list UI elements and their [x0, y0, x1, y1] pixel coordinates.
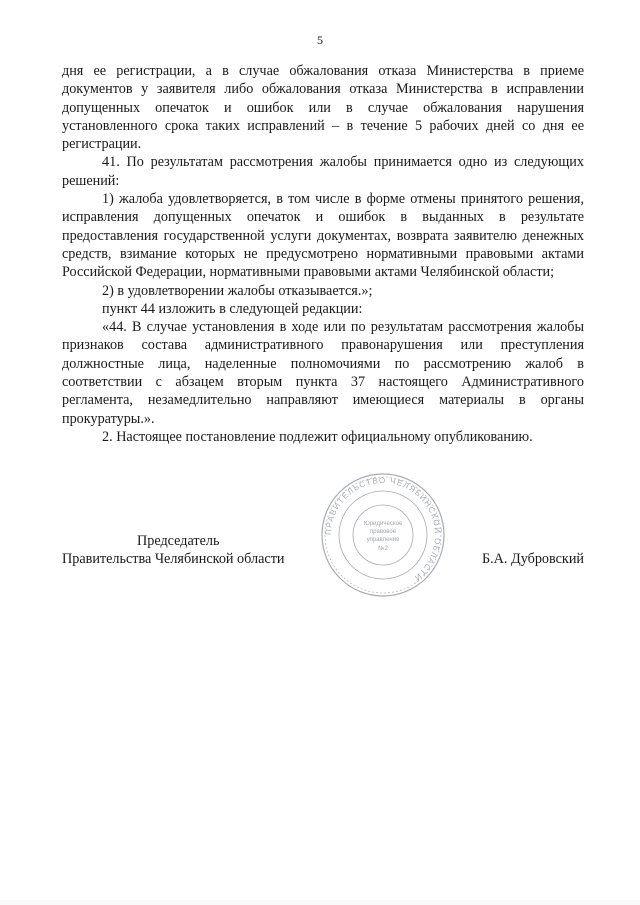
page-bottom-edge [0, 900, 640, 905]
paragraph-44: «44. В случае установления в ходе или по результатам рассмотрения жалобы признаков состава административного правонарушения или преступления должностные лица, наделенные полномочиями по рассмотрению жалоб в соответствии с абзацем вторым пункта 37 настоящего Административного регламента, незамедлительно направляют имеющиеся материалы в органы прокуратуры.». [62, 319, 584, 427]
seal-inner-line-3: управление [366, 537, 400, 543]
document-body [62, 62, 584, 446]
seal-inner-line-4: №2 [378, 546, 388, 552]
paragraph-41: 41. По результатам рассмотрения жалобы принимается одно из следующих решений: [62, 154, 584, 189]
signatory-title-line-1: Председатель [137, 533, 220, 549]
paragraph-registration-deadline: дня ее регистрации, а в случае обжалования отказа Министерства в приеме документов у заявителя либо обжалования отказа Министерства в исправлении допущенных опечаток и ошибок или в случае обжалования нарушения установленного срока таких исправлений – в течение 5 рабочих дней со дня ее регистрации. [62, 63, 584, 153]
seal-outer-text: ПРАВИТЕЛЬСТВО ЧЕЛЯБИНСКОЙ ОБЛАСТИ [323, 475, 443, 583]
signatory-title-line-2: Правительства Челябинской области [62, 551, 285, 567]
seal-inner-line-1: Юридическое [363, 521, 403, 527]
paragraph-41-item-2: 2) в удовлетворении жалобы отказывается.»; [102, 282, 373, 299]
paragraph-publication: 2. Настоящее постановление подлежит официальному опубликованию. [102, 428, 533, 445]
paragraph-point-44-intro: пункт 44 изложить в следующей редакции: [102, 300, 363, 317]
signature-block [62, 533, 584, 603]
page-number: 5 [317, 33, 323, 47]
seal-inner-line-2: правовое [369, 529, 397, 535]
signatory-name: Б.А. Дубровский [481, 551, 584, 567]
paragraph-41-item-1: 1) жалоба удовлетворяется, в том числе в форме отмены принятого решения, исправления допущенных опечаток и ошибок в выданных в результате предоставления государственной услуги документах, возврата заявителю денежных средств, взимание которых не предусмотрено нормативными правовыми актами Российской Федерации, нормативными правовыми актами Челябинской области; [62, 191, 584, 281]
